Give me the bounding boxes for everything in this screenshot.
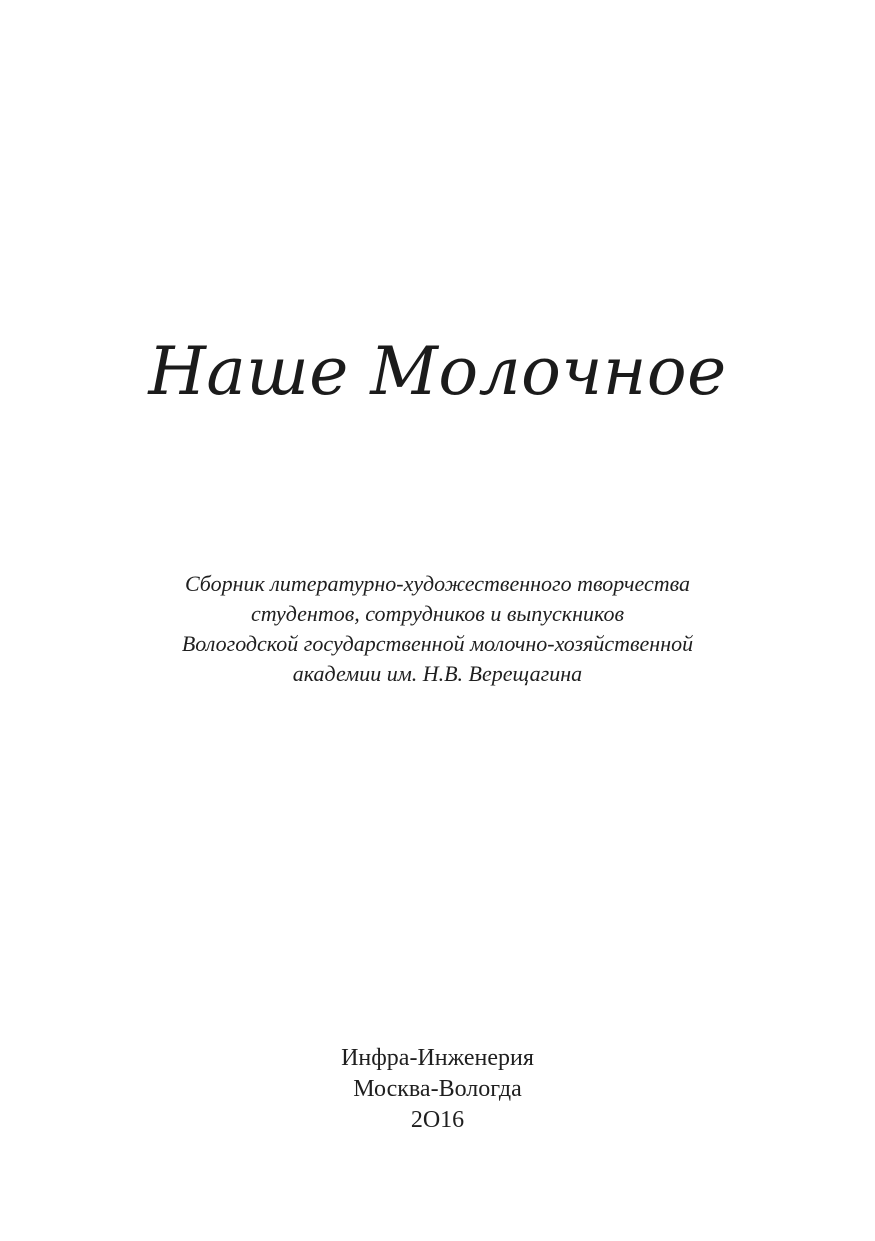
publication-city: Москва-Вологда bbox=[353, 1076, 522, 1102]
publication-year: 2О16 bbox=[410, 1107, 465, 1133]
subtitle-line: Вологодской государственной молочно-хозяйственной bbox=[181, 631, 694, 656]
imprint-block bbox=[0, 1043, 875, 1136]
publisher-name: Инфра-Инженерия bbox=[341, 1045, 534, 1071]
subtitle-line: студентов, сотрудников и выпускников bbox=[250, 601, 625, 626]
subtitle-line: Сборник литературно-художественного творчества bbox=[184, 571, 691, 596]
subtitle-line: академии им. Н.В. Верещагина bbox=[292, 661, 583, 686]
book-title: Наше Молочное bbox=[148, 333, 727, 410]
book-subtitle bbox=[0, 569, 875, 689]
